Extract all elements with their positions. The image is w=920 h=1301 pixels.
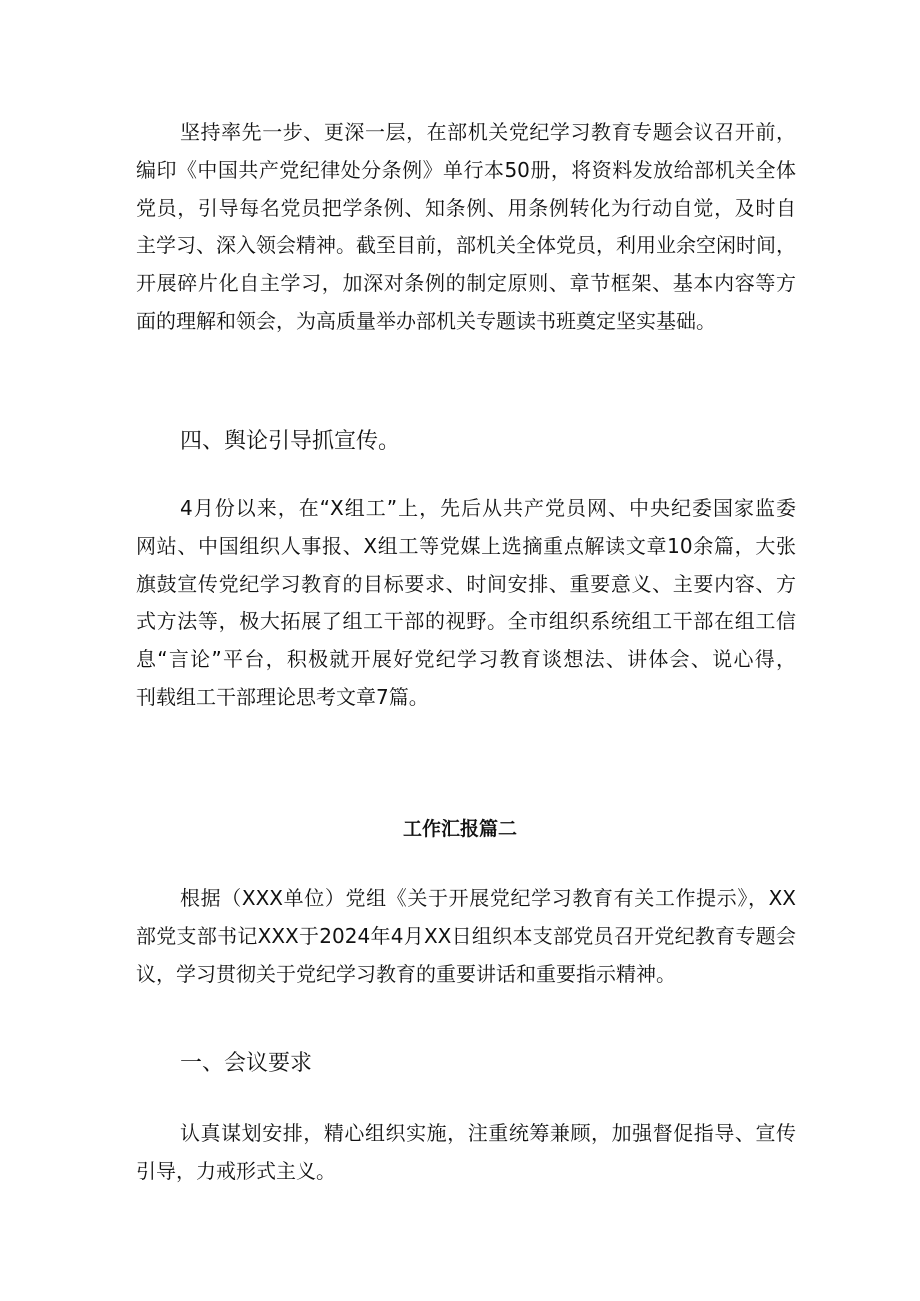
text-line: 根据（XXX单位）党组《关于开展党纪学习教育有关工作提示》，XX bbox=[180, 886, 796, 910]
text-line: 网站、中国组织人事报、X组工等党媒上选摘重点解读文章10余篇，大张 bbox=[136, 533, 796, 558]
text-line: 式方法等，极大拓展了组工干部的视野。全市组织系统组工干部在组工信 bbox=[136, 609, 796, 634]
section-heading-meeting-requirements: 一、会议要求 bbox=[180, 1051, 313, 1076]
text-line: 息“言论”平台，积极就开展好党纪学习教育谈想法、讲体会、说心得， bbox=[136, 647, 796, 672]
paragraph-meeting-requirements bbox=[136, 1115, 796, 1191]
text-line: 主学习、深入领会精神。截至目前，部机关全体党员，利用业余空闲时间， bbox=[136, 233, 796, 258]
text-line: 开展碎片化自主学习，加深对条例的制定原则、章节框架、基本内容等方 bbox=[136, 271, 796, 296]
text-line: 旗鼓宣传党纪学习教育的目标要求、时间安排、重要意义、主要内容、方 bbox=[136, 571, 796, 596]
text-line: 引导，力戒形式主义。 bbox=[136, 1158, 336, 1183]
text-line: 议，学习贯彻关于党纪学习教育的重要讲话和重要指示精神。 bbox=[136, 961, 676, 986]
text-line: 坚持率先一步、更深一层，在部机关党纪学习教育专题会议召开前， bbox=[180, 120, 796, 144]
report-title: 工作汇报篇二 bbox=[402, 818, 517, 840]
paragraph-study-regulations bbox=[136, 114, 796, 341]
paragraph-publicity bbox=[136, 490, 796, 717]
text-line: 4月份以来，在“X组工”上，先后从共产党员网、中央纪委国家监委 bbox=[180, 496, 796, 520]
section-heading-publicity: 四、舆论引导抓宣传。 bbox=[180, 429, 401, 454]
text-line: 刊载组工干部理论思考文章7篇。 bbox=[136, 684, 429, 709]
text-line: 编印《中国共产党纪律处分条例》单行本50册，将资料发放给部机关全体 bbox=[136, 157, 796, 182]
paragraph-meeting-intro bbox=[136, 880, 796, 993]
text-line: 面的理解和领会，为高质量举办部机关专题读书班奠定坚实基础。 bbox=[136, 308, 716, 333]
text-line: 部党支部书记XXX于2024年4月XX日组织本支部党员召开党纪教育专题会 bbox=[136, 923, 796, 948]
text-line: 认真谋划安排，精心组织实施，注重统筹兼顾，加强督促指导、宣传 bbox=[180, 1121, 796, 1145]
text-line: 党员，引导每名党员把学条例、知条例、用条例转化为行动自觉，及时自 bbox=[136, 195, 796, 220]
